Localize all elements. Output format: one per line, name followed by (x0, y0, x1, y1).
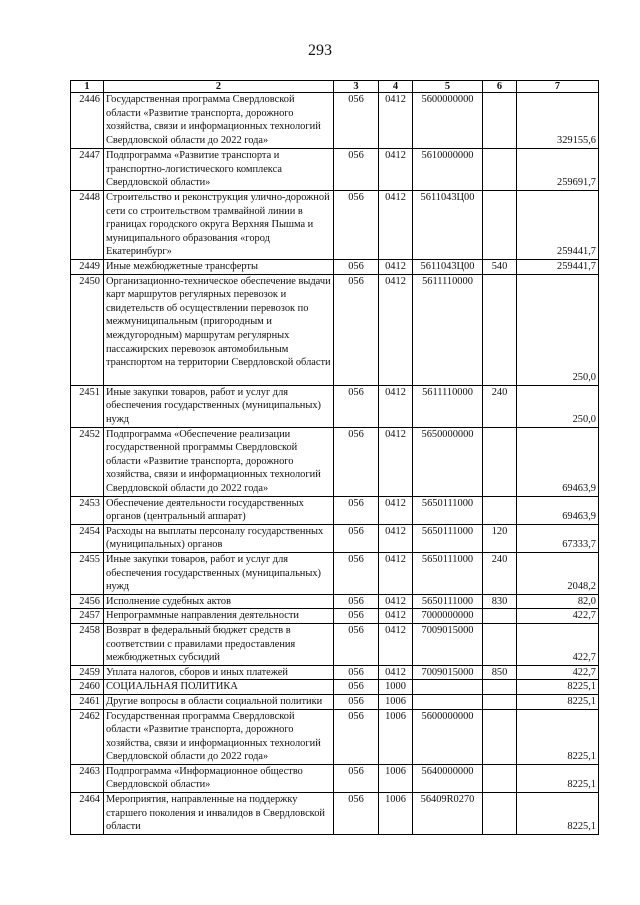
header-col-3: 3 (334, 81, 379, 93)
table-row (71, 680, 599, 695)
row-amount: 422,7 (517, 609, 599, 624)
table-row (71, 93, 599, 149)
row-number: 2460 (71, 680, 104, 695)
table-row (71, 594, 599, 609)
row-name: Подпрограмма «Обеспечение реализации государственной программы Свердловской области «Развитие транспорта, дорожного хозяйства, связи и информационных технологий Свердловской области до 2022 года» (104, 427, 334, 496)
row-expense-type: 240 (483, 552, 517, 594)
table-header (71, 81, 599, 93)
row-section-code: 1006 (379, 709, 413, 764)
row-section-code: 0412 (379, 552, 413, 594)
row-amount: 259441,7 (517, 260, 599, 275)
row-ministry-code: 056 (334, 793, 379, 835)
row-section-code: 1006 (379, 793, 413, 835)
row-target-code: 7009015000 (413, 665, 483, 680)
row-expense-type (483, 191, 517, 260)
row-target-code: 5611043Ц00 (413, 191, 483, 260)
table-row (71, 709, 599, 764)
row-number: 2456 (71, 594, 104, 609)
header-col-2: 2 (104, 81, 334, 93)
row-target-code: 5600000000 (413, 93, 483, 149)
row-section-code: 0412 (379, 609, 413, 624)
row-section-code: 0412 (379, 623, 413, 665)
row-name: Строительство и реконструкция улично-дорожной сети со строительством трамвайной линии в границах городского округа Верхняя Пышма и муниципального образования «город Екатеринбург» (104, 191, 334, 260)
row-ministry-code: 056 (334, 764, 379, 792)
row-expense-type (483, 764, 517, 792)
row-expense-type: 240 (483, 385, 517, 427)
row-ministry-code: 056 (334, 524, 379, 552)
row-amount: 329155,6 (517, 93, 599, 149)
row-expense-type: 850 (483, 665, 517, 680)
header-col-6: 6 (483, 81, 517, 93)
row-ministry-code: 056 (334, 149, 379, 191)
row-ministry-code: 056 (334, 594, 379, 609)
row-amount: 422,7 (517, 665, 599, 680)
table-row (71, 694, 599, 709)
row-target-code: 5600000000 (413, 709, 483, 764)
row-name: Подпрограмма «Развитие транспорта и транспортно-логистического комплекса Свердловской области» (104, 149, 334, 191)
row-amount: 8225,1 (517, 709, 599, 764)
row-amount: 422,7 (517, 623, 599, 665)
row-name: Государственная программа Свердловской области «Развитие транспорта, дорожного хозяйства, связи и информационных технологий Свердловской области до 2022 года» (104, 709, 334, 764)
row-name: Уплата налогов, сборов и иных платежей (104, 665, 334, 680)
row-target-code: 5650111000 (413, 552, 483, 594)
page-number: 293 (308, 42, 332, 59)
row-section-code: 1006 (379, 764, 413, 792)
row-expense-type (483, 93, 517, 149)
row-target-code: 56409R0270 (413, 793, 483, 835)
row-ministry-code: 056 (334, 709, 379, 764)
row-target-code: 5611110000 (413, 274, 483, 385)
row-section-code: 0412 (379, 594, 413, 609)
row-ministry-code: 056 (334, 260, 379, 275)
row-ministry-code: 056 (334, 191, 379, 260)
row-name: Обеспечение деятельности государственных органов (центральный аппарат) (104, 496, 334, 524)
row-number: 2453 (71, 496, 104, 524)
budget-table (70, 80, 599, 835)
row-name: Мероприятия, направленные на поддержку старшего поколения и инвалидов в Свердловской области (104, 793, 334, 835)
row-target-code: 5650111000 (413, 594, 483, 609)
row-amount: 8225,1 (517, 694, 599, 709)
header-col-5: 5 (413, 81, 483, 93)
row-name: Подпрограмма «Информационное общество Свердловской области» (104, 764, 334, 792)
row-ministry-code: 056 (334, 694, 379, 709)
row-name: Государственная программа Свердловской области «Развитие транспорта, дорожного хозяйства, связи и информационных технологий Свердловской области до 2022 года» (104, 93, 334, 149)
row-expense-type: 830 (483, 594, 517, 609)
row-number: 2448 (71, 191, 104, 260)
row-expense-type (483, 793, 517, 835)
row-name: Организационно-техническое обеспечение выдачи карт маршрутов регулярных перевозок и свидетельств об осуществлении перевозок по межмуниципальным (пригородным и междугородным) маршрутам регулярных пассажирских перевозок автомобильным транспортом на территории Свердловской области (104, 274, 334, 385)
row-number: 2461 (71, 694, 104, 709)
row-amount: 69463,9 (517, 496, 599, 524)
row-ministry-code: 056 (334, 496, 379, 524)
header-col-1: 1 (71, 81, 104, 93)
row-section-code: 0412 (379, 260, 413, 275)
row-number: 2457 (71, 609, 104, 624)
row-amount: 259441,7 (517, 191, 599, 260)
table-row (71, 665, 599, 680)
table-body (71, 93, 599, 835)
row-number: 2462 (71, 709, 104, 764)
row-amount: 8225,1 (517, 680, 599, 695)
row-name: Исполнение судебных актов (104, 594, 334, 609)
row-number: 2452 (71, 427, 104, 496)
row-name: Иные закупки товаров, работ и услуг для обеспечения государственных (муниципальных) нужд (104, 552, 334, 594)
row-target-code: 5650000000 (413, 427, 483, 496)
row-amount: 82,0 (517, 594, 599, 609)
table-row (71, 623, 599, 665)
row-amount: 8225,1 (517, 793, 599, 835)
row-name: СОЦИАЛЬНАЯ ПОЛИТИКА (104, 680, 334, 695)
row-number: 2459 (71, 665, 104, 680)
row-target-code: 7009015000 (413, 623, 483, 665)
row-name: Иные закупки товаров, работ и услуг для обеспечения государственных (муниципальных) нужд (104, 385, 334, 427)
row-amount: 259691,7 (517, 149, 599, 191)
row-name: Возврат в федеральный бюджет средств в соответствии с правилами предоставления межбюджетных субсидий (104, 623, 334, 665)
row-expense-type (483, 609, 517, 624)
row-expense-type (483, 694, 517, 709)
row-number: 2455 (71, 552, 104, 594)
row-target-code: 5650111000 (413, 496, 483, 524)
row-number: 2463 (71, 764, 104, 792)
row-amount: 250,0 (517, 274, 599, 385)
header-row (71, 81, 599, 93)
row-section-code: 0412 (379, 427, 413, 496)
table-row (71, 427, 599, 496)
row-name: Непрограммные направления деятельности (104, 609, 334, 624)
table-row (71, 274, 599, 385)
row-expense-type (483, 709, 517, 764)
row-expense-type (483, 274, 517, 385)
table-row (71, 524, 599, 552)
row-amount: 250,0 (517, 385, 599, 427)
row-expense-type (483, 427, 517, 496)
row-number: 2464 (71, 793, 104, 835)
row-amount: 67333,7 (517, 524, 599, 552)
row-number: 2451 (71, 385, 104, 427)
row-section-code: 0412 (379, 524, 413, 552)
row-ministry-code: 056 (334, 427, 379, 496)
row-ministry-code: 056 (334, 623, 379, 665)
row-ministry-code: 056 (334, 609, 379, 624)
row-expense-type (483, 496, 517, 524)
row-target-code: 7000000000 (413, 609, 483, 624)
table-row (71, 793, 599, 835)
table-row (71, 260, 599, 275)
row-number: 2450 (71, 274, 104, 385)
row-target-code: 5611043Ц00 (413, 260, 483, 275)
row-section-code: 0412 (379, 385, 413, 427)
row-number: 2458 (71, 623, 104, 665)
row-expense-type (483, 623, 517, 665)
row-section-code: 0412 (379, 665, 413, 680)
row-target-code: 5650111000 (413, 524, 483, 552)
table-row (71, 496, 599, 524)
table-row (71, 764, 599, 792)
header-col-4: 4 (379, 81, 413, 93)
row-amount: 8225,1 (517, 764, 599, 792)
row-number: 2447 (71, 149, 104, 191)
row-name: Другие вопросы в области социальной политики (104, 694, 334, 709)
row-section-code: 0412 (379, 191, 413, 260)
row-number: 2449 (71, 260, 104, 275)
row-ministry-code: 056 (334, 680, 379, 695)
row-ministry-code: 056 (334, 665, 379, 680)
row-target-code: 5611110000 (413, 385, 483, 427)
row-number: 2446 (71, 93, 104, 149)
row-target-code (413, 694, 483, 709)
row-target-code (413, 680, 483, 695)
row-target-code: 5640000000 (413, 764, 483, 792)
row-section-code: 0412 (379, 93, 413, 149)
table-row (71, 552, 599, 594)
row-name: Расходы на выплаты персоналу государственных (муниципальных) органов (104, 524, 334, 552)
row-section-code: 1000 (379, 680, 413, 695)
row-expense-type: 540 (483, 260, 517, 275)
row-section-code: 0412 (379, 149, 413, 191)
row-number: 2454 (71, 524, 104, 552)
table-row (71, 149, 599, 191)
header-col-7: 7 (517, 81, 599, 93)
row-target-code: 5610000000 (413, 149, 483, 191)
table-row (71, 385, 599, 427)
row-ministry-code: 056 (334, 93, 379, 149)
table-row (71, 191, 599, 260)
row-section-code: 1006 (379, 694, 413, 709)
row-ministry-code: 056 (334, 274, 379, 385)
row-section-code: 0412 (379, 274, 413, 385)
row-amount: 2048,2 (517, 552, 599, 594)
row-ministry-code: 056 (334, 385, 379, 427)
row-amount: 69463,9 (517, 427, 599, 496)
row-expense-type: 120 (483, 524, 517, 552)
row-name: Иные межбюджетные трансферты (104, 260, 334, 275)
row-expense-type (483, 149, 517, 191)
table-row (71, 609, 599, 624)
row-section-code: 0412 (379, 496, 413, 524)
row-ministry-code: 056 (334, 552, 379, 594)
row-expense-type (483, 680, 517, 695)
